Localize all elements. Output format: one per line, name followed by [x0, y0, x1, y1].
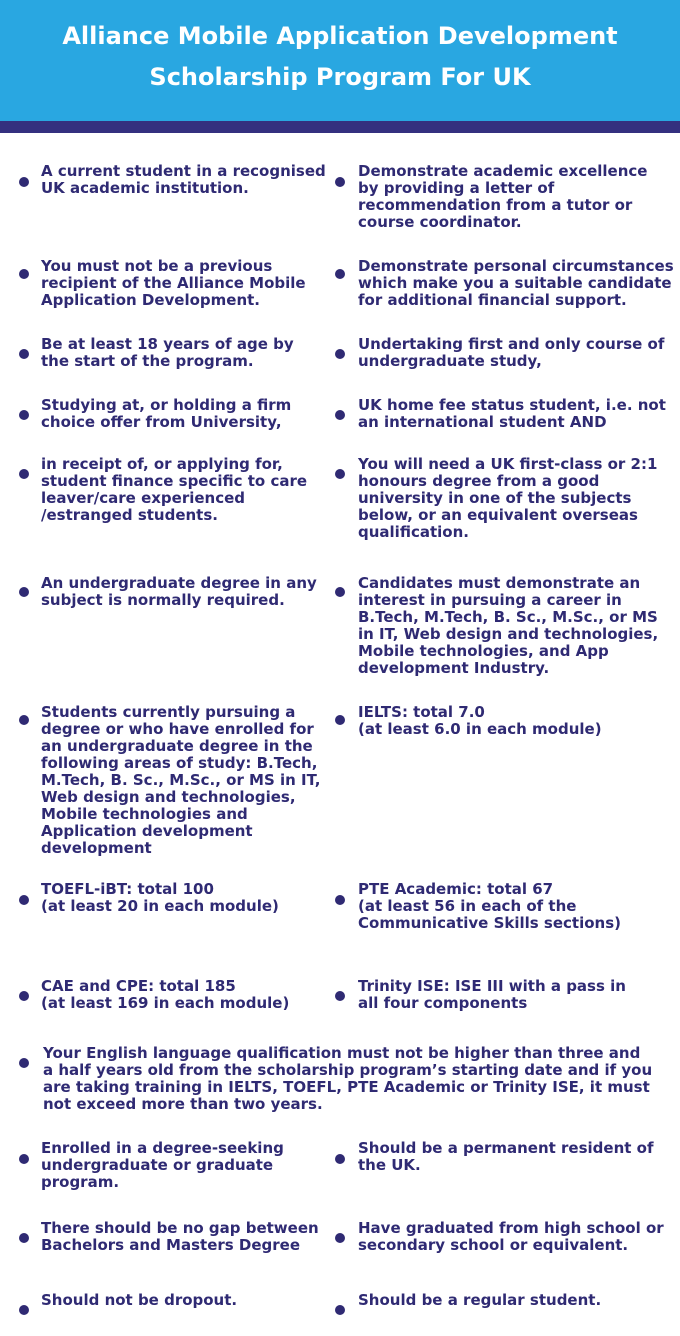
bullet-icon: [19, 1233, 29, 1243]
page-header: [0, 0, 680, 121]
eligibility-item: Demonstrate academic excellence by providing a letter of recommendation from a tutor or course coordinator.: [358, 162, 648, 231]
bullet-icon: [19, 469, 29, 479]
eligibility-item: PTE Academic: total 67 (at least 56 in each of the Communicative Skills sections): [358, 880, 621, 932]
eligibility-item: Should be a permanent resident of the UK.: [358, 1139, 654, 1174]
bullet-icon: [335, 895, 345, 905]
eligibility-item: A current student in a recognised UK academic institution.: [41, 162, 326, 197]
eligibility-item: Be at least 18 years of age by the start of the program.: [41, 335, 294, 370]
eligibility-item: IELTS: total 7.0 (at least 6.0 in each module): [358, 703, 602, 738]
eligibility-item: Have graduated from high school or secondary school or equivalent.: [358, 1219, 664, 1254]
header-divider-bar: [0, 121, 680, 133]
bullet-icon: [335, 349, 345, 359]
bullet-icon: [19, 1058, 29, 1068]
eligibility-item: You must not be a previous recipient of the Alliance Mobile Application Development.: [41, 257, 306, 309]
eligibility-item: Demonstrate personal circumstances which make you a suitable candidate for additional financial support.: [358, 257, 674, 309]
bullet-icon: [335, 715, 345, 725]
bullet-icon: [19, 1154, 29, 1164]
bullet-icon: [19, 177, 29, 187]
bullet-icon: [335, 1154, 345, 1164]
bullet-icon: [19, 991, 29, 1001]
page-title-line-2: Scholarship Program For UK: [149, 63, 531, 91]
eligibility-item: An undergraduate degree in any subject is normally required.: [41, 574, 317, 609]
bullet-icon: [335, 177, 345, 187]
bullet-icon: [19, 410, 29, 420]
eligibility-item: Trinity ISE: ISE III with a pass in all four components: [358, 977, 626, 1012]
eligibility-item: TOEFL-iBT: total 100 (at least 20 in each module): [41, 880, 279, 915]
bullet-icon: [19, 895, 29, 905]
eligibility-item: Enrolled in a degree-seeking undergraduate or graduate program.: [41, 1139, 284, 1191]
eligibility-item: There should be no gap between Bachelors and Masters Degree: [41, 1219, 319, 1254]
bullet-icon: [19, 587, 29, 597]
bullet-icon: [335, 991, 345, 1001]
bullet-icon: [335, 1305, 345, 1315]
bullet-icon: [19, 349, 29, 359]
eligibility-item-wide: Your English language qualification must not be higher than three and a half years old from the scholarship program’s starting date and if you are taking training in IELTS, TOEFL, PTE Academic or Trinity ISE, it must not exceed more than two years.: [43, 1044, 653, 1113]
bullet-icon: [19, 269, 29, 279]
eligibility-item: Should be a regular student.: [358, 1291, 602, 1309]
bullet-icon: [335, 410, 345, 420]
eligibility-item: Studying at, or holding a firm choice offer from University,: [41, 396, 292, 431]
eligibility-item: Should not be dropout.: [41, 1291, 238, 1309]
eligibility-item: Candidates must demonstrate an interest in pursuing a career in B.Tech, M.Tech, B. Sc., M.Sc., or MS in IT, Web design and technologies, Mobile technologies, and App development Industry.: [358, 574, 659, 677]
bullet-icon: [19, 1305, 29, 1315]
page-title-line-1: Alliance Mobile Application Development: [62, 22, 618, 50]
eligibility-item: UK home fee status student, i.e. not an international student AND: [358, 396, 666, 431]
eligibility-item: Undertaking first and only course of undergraduate study,: [358, 335, 665, 370]
bullet-icon: [335, 587, 345, 597]
eligibility-item: CAE and CPE: total 185 (at least 169 in each module): [41, 977, 290, 1012]
bullet-icon: [335, 1233, 345, 1243]
eligibility-item: You will need a UK first-class or 2:1 honours degree from a good university in one of the subjects below, or an equivalent overseas qualification.: [358, 455, 658, 541]
bullet-icon: [19, 715, 29, 725]
eligibility-item: Students currently pursuing a degree or who have enrolled for an undergraduate degree in the following areas of study: B.Tech, M.Tech, B. Sc., M.Sc., or MS in IT, Web design and technologies, Mobile technologies and Application development development: [41, 703, 321, 857]
bullet-icon: [335, 469, 345, 479]
eligibility-item: in receipt of, or applying for, student finance specific to care leaver/care experienced /estranged students.: [41, 455, 308, 524]
bullet-icon: [335, 269, 345, 279]
